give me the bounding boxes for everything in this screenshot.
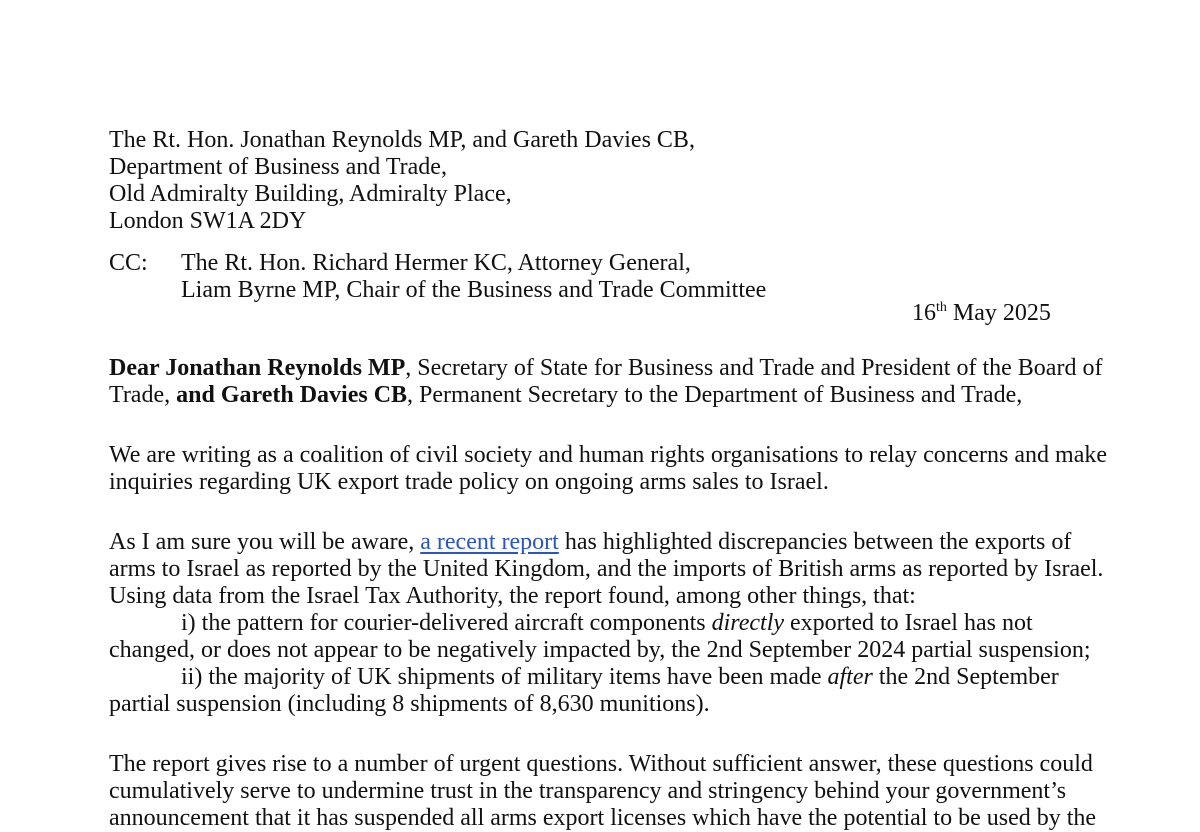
item1-pre: i) the pattern for courier-delivered aircraft components xyxy=(181,610,712,636)
address-line-3: Old Admiralty Building, Admiralty Place, xyxy=(109,181,512,207)
para2-item-1-cont: changed, or does not appear to be negatively impacted by, the 2nd September 2024 partial suspension; xyxy=(109,637,1091,663)
cc-label: CC: xyxy=(109,250,148,276)
salutation-line-1 xyxy=(109,355,1102,382)
para2-line-2: arms to Israel as reported by the United Kingdom, and the imports of British arms as reported by Israel. xyxy=(109,556,1104,582)
salutation-text-2: Trade, xyxy=(109,382,177,408)
salutation-line-2 xyxy=(109,382,1022,409)
address-line-2: Department of Business and Trade, xyxy=(109,154,447,180)
para3-line-3: announcement that it has suspended all arms export licenses which have the potential to be used by the xyxy=(109,805,1097,831)
salutation-text-3: , Permanent Secretary to the Department of Business and Trade, xyxy=(407,382,1023,408)
para3-line-2: cumulatively serve to undermine trust in the transparency and stringency behind your government’s xyxy=(109,778,1067,804)
item2-em: after xyxy=(827,664,873,690)
cc-line-1: The Rt. Hon. Richard Hermer KC, Attorney General, xyxy=(181,250,691,276)
recent-report-link[interactable]: a recent report xyxy=(420,529,559,555)
item2-pre: ii) the majority of UK shipments of military items have been made xyxy=(181,664,828,690)
salutation-text-1: , Secretary of State for Business and Trade and President of the Board of xyxy=(405,355,1103,381)
para1-line-1: We are writing as a coalition of civil society and human rights organisations to relay concerns and make xyxy=(109,442,1107,468)
para1-line-2: inquiries regarding UK export trade policy on ongoing arms sales to Israel. xyxy=(109,469,829,495)
cc-line-2: Liam Byrne MP, Chair of the Business and Trade Committee xyxy=(181,277,767,303)
letter-date xyxy=(912,300,1051,327)
para2-line-3: Using data from the Israel Tax Authority, the report found, among other things, that: xyxy=(109,583,916,609)
para2-item-2-cont: partial suspension (including 8 shipments of 8,630 munitions). xyxy=(109,691,710,717)
date-day: 16 xyxy=(912,300,936,326)
address-line-4: London SW1A 2DY xyxy=(109,208,307,234)
para3-line-1: The report gives rise to a number of urgent questions. Without sufficient answer, these questions could xyxy=(109,751,1093,777)
para2-line1-pre: As I am sure you will be aware, xyxy=(109,529,421,555)
para2-line1-post: has highlighted discrepancies between the exports of xyxy=(558,529,1072,555)
date-suffix: th xyxy=(936,300,947,315)
item2-post: the 2nd September xyxy=(872,664,1059,690)
address-line-1: The Rt. Hon. Jonathan Reynolds MP, and Gareth Davies CB, xyxy=(109,127,695,153)
para2-line-1 xyxy=(109,529,1071,556)
para2-item-2 xyxy=(181,664,1059,691)
date-rest: May 2025 xyxy=(946,300,1051,326)
item1-post: exported to Israel has not xyxy=(784,610,1033,636)
salutation-name-1: Dear Jonathan Reynolds MP xyxy=(109,355,406,381)
item1-em: directly xyxy=(711,610,785,636)
para2-item-1 xyxy=(181,610,1033,637)
salutation-name-2: and Gareth Davies CB xyxy=(176,382,408,408)
